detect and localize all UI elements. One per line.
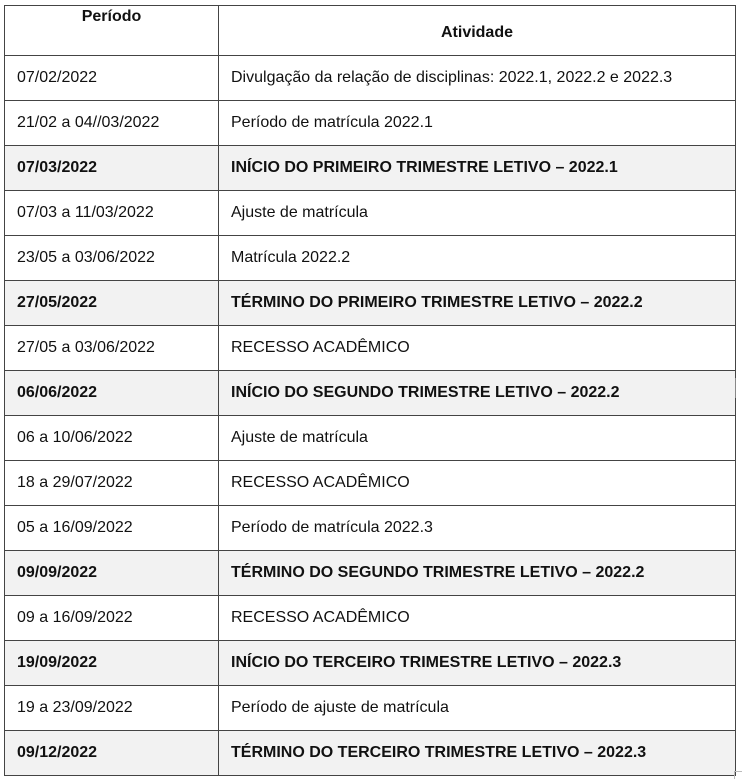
table-row bbox=[5, 56, 736, 101]
activity-cell: RECESSO ACADÊMICO bbox=[219, 326, 736, 371]
activity-cell: INÍCIO DO PRIMEIRO TRIMESTRE LETIVO – 2022.1 bbox=[219, 146, 736, 191]
activity-cell: Divulgação da relação de disciplinas: 2022.1, 2022.2 e 2022.3 bbox=[219, 56, 736, 101]
table-row bbox=[5, 236, 736, 281]
period-cell: 19 a 23/09/2022 bbox=[5, 686, 219, 731]
activity-cell: Período de matrícula 2022.1 bbox=[219, 101, 736, 146]
period-cell: 07/02/2022 bbox=[5, 56, 219, 101]
period-cell: 05 a 16/09/2022 bbox=[5, 506, 219, 551]
period-column-header: Período bbox=[5, 6, 219, 56]
period-cell: 09 a 16/09/2022 bbox=[5, 596, 219, 641]
table-row bbox=[5, 191, 736, 236]
activity-cell: Período de ajuste de matrícula bbox=[219, 686, 736, 731]
table-body bbox=[5, 56, 736, 776]
period-cell: 23/05 a 03/06/2022 bbox=[5, 236, 219, 281]
table-row bbox=[5, 506, 736, 551]
period-cell: 21/02 a 04//03/2022 bbox=[5, 101, 219, 146]
table-row bbox=[5, 461, 736, 506]
table-row bbox=[5, 596, 736, 641]
activity-cell: TÉRMINO DO SEGUNDO TRIMESTRE LETIVO – 2022.2 bbox=[219, 551, 736, 596]
activity-cell: RECESSO ACADÊMICO bbox=[219, 461, 736, 506]
table-row bbox=[5, 551, 736, 596]
activity-cell: Ajuste de matrícula bbox=[219, 191, 736, 236]
activity-cell: TÉRMINO DO TERCEIRO TRIMESTRE LETIVO – 2022.3 bbox=[219, 731, 736, 776]
table-row bbox=[5, 731, 736, 776]
activity-column-header: Atividade bbox=[219, 6, 736, 56]
table-row bbox=[5, 326, 736, 371]
table-row bbox=[5, 416, 736, 461]
period-cell: 07/03 a 11/03/2022 bbox=[5, 191, 219, 236]
table-header bbox=[5, 6, 736, 56]
academic-calendar-table bbox=[4, 5, 736, 776]
activity-cell: TÉRMINO DO PRIMEIRO TRIMESTRE LETIVO – 2022.2 bbox=[219, 281, 736, 326]
table-row bbox=[5, 641, 736, 686]
period-cell: 06 a 10/06/2022 bbox=[5, 416, 219, 461]
table-row bbox=[5, 101, 736, 146]
corner-marker bbox=[734, 771, 742, 779]
period-cell: 19/09/2022 bbox=[5, 641, 219, 686]
period-cell: 06/06/2022 bbox=[5, 371, 219, 416]
activity-cell: RECESSO ACADÊMICO bbox=[219, 596, 736, 641]
period-cell: 09/12/2022 bbox=[5, 731, 219, 776]
activity-cell: Matrícula 2022.2 bbox=[219, 236, 736, 281]
table-row bbox=[5, 686, 736, 731]
header-row bbox=[5, 6, 736, 56]
period-cell: 09/09/2022 bbox=[5, 551, 219, 596]
activity-cell: Período de matrícula 2022.3 bbox=[219, 506, 736, 551]
period-cell: 07/03/2022 bbox=[5, 146, 219, 191]
table-row bbox=[5, 281, 736, 326]
period-cell: 27/05 a 03/06/2022 bbox=[5, 326, 219, 371]
activity-cell: INÍCIO DO TERCEIRO TRIMESTRE LETIVO – 2022.3 bbox=[219, 641, 736, 686]
edge-marker bbox=[735, 378, 736, 398]
period-cell: 18 a 29/07/2022 bbox=[5, 461, 219, 506]
table-row bbox=[5, 371, 736, 416]
activity-cell: Ajuste de matrícula bbox=[219, 416, 736, 461]
activity-cell: INÍCIO DO SEGUNDO TRIMESTRE LETIVO – 2022.2 bbox=[219, 371, 736, 416]
table-row bbox=[5, 146, 736, 191]
period-cell: 27/05/2022 bbox=[5, 281, 219, 326]
